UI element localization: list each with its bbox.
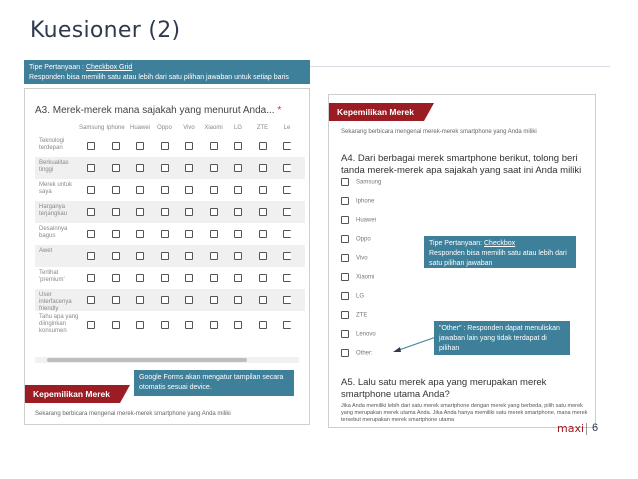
grid-column-label: ZTE [256, 125, 269, 131]
callout-type-label: Tipe Pertanyaan : [29, 64, 86, 71]
option-checkbox[interactable] [341, 330, 349, 338]
grid-column-label: Iphone [106, 125, 125, 131]
option-checkbox[interactable] [341, 292, 349, 300]
option-checkbox[interactable] [341, 254, 349, 262]
grid-checkbox[interactable] [112, 321, 120, 329]
grid-checkbox[interactable] [234, 230, 242, 238]
checkbox-option[interactable] [341, 216, 376, 224]
grid-row [35, 157, 305, 179]
grid-checkbox[interactable] [161, 321, 169, 329]
grid-checkbox[interactable] [112, 164, 120, 172]
callout-description: Responden bisa memilih satu atau lebih dari satu pilihan jawaban [429, 250, 567, 267]
grid-checkbox[interactable] [87, 208, 95, 216]
grid-checkbox[interactable] [161, 274, 169, 282]
callout-checkbox-grid [24, 60, 310, 84]
grid-row-label: User interfacenya friendly [39, 292, 72, 312]
grid-checkbox[interactable] [210, 208, 218, 216]
grid-column-label: Xiaomi [204, 125, 223, 131]
grid-column-label: Huawei [129, 125, 150, 131]
grid-checkbox[interactable] [161, 296, 169, 304]
grid-row [35, 311, 305, 339]
checkbox-option[interactable] [341, 178, 381, 186]
grid-checkbox[interactable] [283, 164, 291, 172]
grid-checkbox[interactable] [259, 230, 267, 238]
grid-checkbox[interactable] [210, 296, 218, 304]
slide-title: Kuesioner (2) [30, 18, 181, 43]
grid-checkbox[interactable] [259, 296, 267, 304]
option-label: Samsung [356, 179, 382, 186]
grid-checkbox[interactable] [112, 230, 120, 238]
grid-checkbox[interactable] [283, 321, 291, 329]
grid-row [35, 179, 305, 201]
checkbox-option[interactable] [341, 349, 373, 357]
grid-checkbox[interactable] [210, 164, 218, 172]
checkbox-option[interactable] [341, 311, 367, 319]
grid-checkbox[interactable] [185, 252, 193, 260]
section-description: Sekarang berbicara mengenai merek-merek smartphone yang Anda miliki [341, 129, 537, 135]
option-checkbox[interactable] [341, 235, 349, 243]
section-header-kepemilikan-merek: Kepemilikan Merek [329, 103, 424, 121]
grid-checkbox[interactable] [87, 321, 95, 329]
checkbox-option[interactable] [341, 273, 374, 281]
grid-column-label: LG [233, 125, 242, 131]
grid-checkbox[interactable] [210, 142, 218, 150]
grid-checkbox[interactable] [210, 230, 218, 238]
grid-checkbox[interactable] [87, 186, 95, 194]
grid-checkbox[interactable] [234, 142, 242, 150]
grid-checkbox[interactable] [112, 296, 120, 304]
grid-row-label: Teknologi terdepan [39, 138, 65, 151]
grid-checkbox[interactable] [112, 208, 120, 216]
grid-checkbox[interactable] [259, 321, 267, 329]
checkbox-option[interactable] [341, 330, 376, 338]
grid-checkbox[interactable] [161, 186, 169, 194]
checkbox-option[interactable] [341, 235, 371, 243]
grid-checkbox[interactable] [136, 186, 144, 194]
grid-checkbox[interactable] [185, 186, 193, 194]
grid-checkbox[interactable] [87, 142, 95, 150]
grid-checkbox[interactable] [283, 208, 291, 216]
section-description: Sekarang berbicara mengenai merek-merek smartphone yang Anda miliki [35, 411, 231, 417]
grid-checkbox[interactable] [136, 252, 144, 260]
grid-checkbox[interactable] [136, 274, 144, 282]
grid-checkbox[interactable] [283, 186, 291, 194]
checkbox-option[interactable] [341, 197, 374, 205]
grid-checkbox[interactable] [234, 208, 242, 216]
grid-checkbox[interactable] [259, 142, 267, 150]
grid-checkbox[interactable] [210, 252, 218, 260]
callout-description: Responden bisa memilih satu atau lebih dari satu pilihan jawaban untuk setiap baris [29, 74, 289, 81]
question-a3-title [35, 105, 281, 116]
option-label: Iphone [356, 198, 375, 205]
grid-row-label: Merek untuk saya [39, 182, 73, 195]
grid-checkbox[interactable] [136, 164, 144, 172]
page-number: 6 [592, 422, 599, 434]
grid-checkbox[interactable] [210, 321, 218, 329]
grid-checkbox[interactable] [283, 142, 291, 150]
grid-checkbox[interactable] [259, 208, 267, 216]
grid-checkbox[interactable] [283, 274, 291, 282]
grid-checkbox[interactable] [234, 274, 242, 282]
grid-checkbox[interactable] [112, 252, 120, 260]
grid-checkbox[interactable] [283, 296, 291, 304]
question-a5-title: A5. Lalu satu merek apa yang merupakan merek smartphone utama Anda? [341, 377, 547, 400]
grid-column-header [79, 125, 309, 135]
grid-checkbox[interactable] [259, 186, 267, 194]
grid-checkbox[interactable] [259, 274, 267, 282]
callout-type-link[interactable]: Checkbox [484, 240, 516, 247]
grid-checkbox[interactable] [87, 296, 95, 304]
callout-type-link[interactable]: Checkbox Grid [85, 64, 133, 71]
grid-column-label: Samsung [79, 125, 105, 131]
option-checkbox[interactable] [341, 349, 349, 357]
option-checkbox[interactable] [341, 311, 349, 319]
grid-scrollbar-thumb[interactable] [47, 358, 247, 362]
grid-row [35, 201, 305, 223]
grid-row [35, 289, 305, 311]
grid-checkbox[interactable] [185, 296, 193, 304]
option-checkbox[interactable] [341, 178, 349, 186]
grid-checkbox[interactable] [185, 321, 193, 329]
option-label: Huawei [356, 217, 377, 224]
grid-row-label: Terlihat 'premium' [39, 270, 65, 283]
grid-row [35, 135, 305, 157]
grid-checkbox[interactable] [87, 164, 95, 172]
question-a4-text: A4. Dari berbagai merek smartphone berikut, tolong beri tanda merek-merek apa sajakah yang saat ini Anda miliki [341, 153, 582, 176]
grid-checkbox[interactable] [87, 252, 95, 260]
grid-checkbox[interactable] [87, 230, 95, 238]
grid-checkbox[interactable] [259, 164, 267, 172]
callout-type-label: Tipe Pertanyaan: [429, 240, 484, 247]
section-header-kepemilikan-merek: Kepemilikan Merek [25, 385, 120, 403]
grid-checkbox[interactable] [161, 208, 169, 216]
grid-checkbox[interactable] [185, 230, 193, 238]
option-checkbox[interactable] [341, 197, 349, 205]
question-a5-description: Jika Anda memiliki lebih dari satu merek smartphone dengan merek yang berbeda, pilih satu merek yang merupakan merek utama Anda. Jika Anda hanya memiliki satu merek smartphone, mana merek tersebut merupakan merek smartphone utama [341, 403, 588, 423]
grid-row [35, 267, 305, 289]
checkbox-option[interactable] [341, 292, 364, 300]
callout-forms-responsive: Google Forms akan mengatur tampilan secara otomatis sesuai device. [134, 370, 294, 396]
grid-row-label: Harganya terjangkau [39, 204, 68, 217]
option-checkbox[interactable] [341, 216, 349, 224]
grid-row-label: Desainnya bagus [39, 226, 68, 239]
grid-checkbox[interactable] [112, 186, 120, 194]
option-label: ZTE [356, 312, 368, 319]
grid-checkbox[interactable] [136, 208, 144, 216]
grid-row [35, 223, 305, 245]
grid-checkbox[interactable] [234, 164, 242, 172]
option-label: Oppo [356, 236, 371, 243]
grid-row-label: Berkualitas tinggi [39, 160, 69, 173]
option-checkbox[interactable] [341, 273, 349, 281]
logo-separator [586, 423, 587, 435]
grid-checkbox[interactable] [112, 274, 120, 282]
grid-checkbox[interactable] [161, 252, 169, 260]
grid-column-label: Le [283, 125, 291, 131]
question-a3-text: A3. Merek-merek mana sajakah yang menurut Anda... [35, 105, 275, 116]
grid-checkbox[interactable] [259, 252, 267, 260]
option-label: Other: [356, 350, 373, 357]
grid-checkbox[interactable] [136, 296, 144, 304]
grid-row [35, 245, 305, 267]
required-marker: * [277, 105, 282, 116]
grid-checkbox[interactable] [234, 321, 242, 329]
callout-checkbox [424, 236, 576, 268]
grid-checkbox[interactable] [210, 274, 218, 282]
brand-logo: maxi [557, 422, 585, 435]
grid-checkbox[interactable] [234, 186, 242, 194]
callout-other-option: "Other" : Responden dapat menuliskan jawaban lain yang tidak terdapat di pilihan [434, 321, 570, 355]
grid-checkbox[interactable] [161, 164, 169, 172]
option-label: Vivo [356, 255, 368, 262]
grid-column-label: Vivo [183, 125, 195, 131]
grid-checkbox[interactable] [161, 142, 169, 150]
grid-checkbox[interactable] [283, 252, 291, 260]
arrow-pointer [390, 334, 440, 356]
grid-checkbox[interactable] [185, 164, 193, 172]
grid-checkbox[interactable] [161, 230, 169, 238]
option-label: Lenovo [356, 331, 376, 338]
checkbox-option[interactable] [341, 254, 368, 262]
grid-checkbox[interactable] [234, 296, 242, 304]
grid-row-label: Awet [39, 248, 53, 254]
grid-checkbox[interactable] [234, 252, 242, 260]
grid-checkbox[interactable] [136, 321, 144, 329]
grid-checkbox[interactable] [185, 142, 193, 150]
option-label: LG [356, 293, 365, 300]
checkbox-grid [25, 135, 309, 355]
grid-checkbox[interactable] [136, 142, 144, 150]
option-label: Xiaomi [356, 274, 375, 281]
grid-checkbox[interactable] [136, 230, 144, 238]
grid-checkbox[interactable] [283, 230, 291, 238]
grid-checkbox[interactable] [185, 208, 193, 216]
grid-column-label: Oppo [157, 125, 172, 131]
grid-row-label: Tahu apa yang diinginkan konsumen [39, 314, 79, 334]
grid-checkbox[interactable] [112, 142, 120, 150]
grid-checkbox[interactable] [87, 274, 95, 282]
grid-checkbox[interactable] [210, 186, 218, 194]
grid-checkbox[interactable] [185, 274, 193, 282]
